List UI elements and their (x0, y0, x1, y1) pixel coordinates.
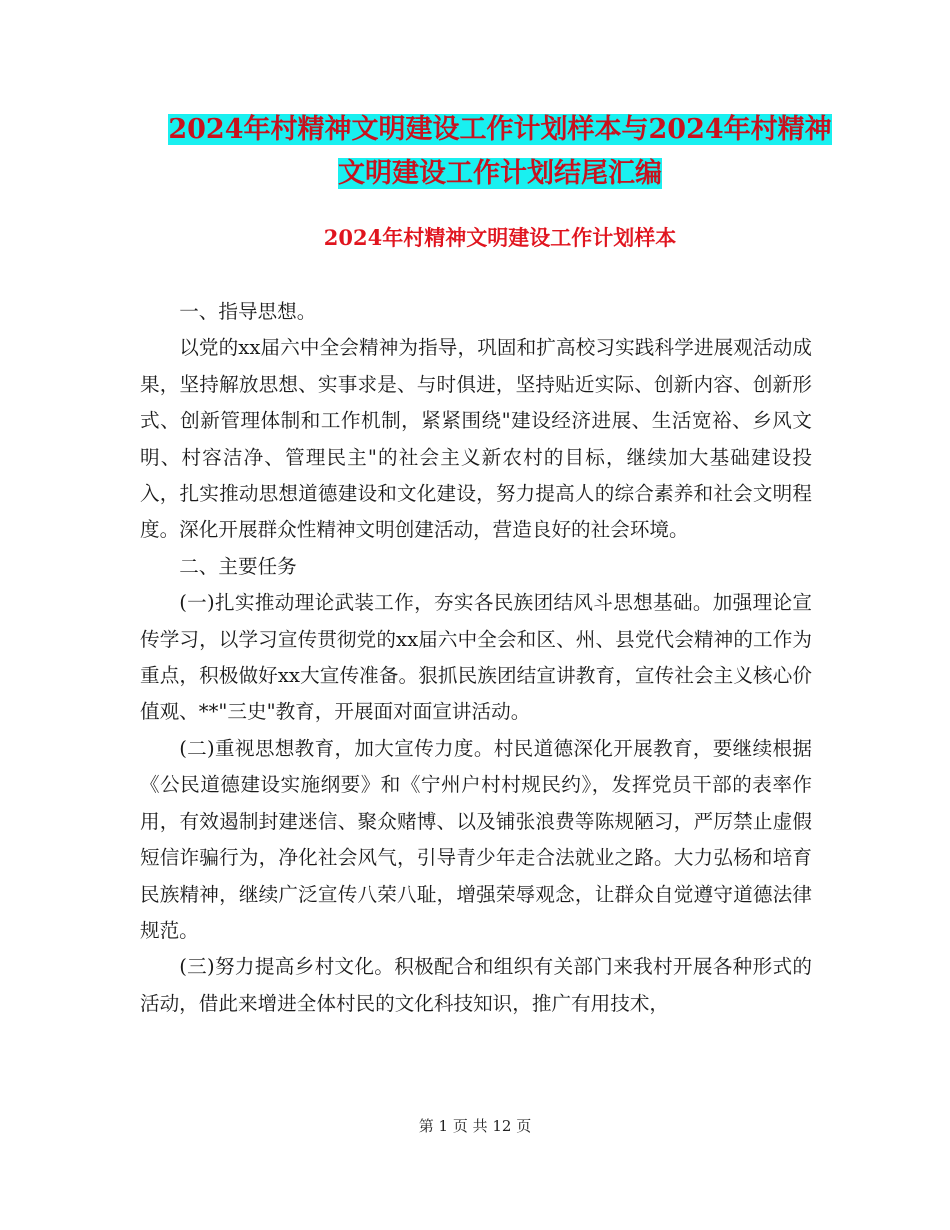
paragraph-heading-2: 二、主要任务 (179, 554, 297, 578)
paragraph: (三)努力提高乡村文化。积极配合和组织有关部门来我村开展各种形式的活动，借此来增进全体村民的文化科技知识，推广有用技术， (140, 955, 812, 1015)
title-line-1: 2024年村精神文明建设工作计划样本与2024年村精神 (168, 114, 832, 145)
document-title (140, 108, 860, 196)
paragraph: 以党的xx届六中全会精神为指导，巩固和扩高校习实践科学进展观活动成果，坚持解放思想、实事求是、与时俱进，坚持贴近实际、创新内容、创新形式、创新管理体制和工作机制，紧紧围绕"建设经济进展、生活宽裕、乡风文明、村容洁净、管理民主"的社会主义新农村的目标，继续加大基础建设投入，扎实推动思想道德建设和文化建设，努力提高人的综合素养和社会文明程度。深化开展群众性精神文明创建活动，营造良好的社会环境。 (140, 336, 812, 542)
page-footer: 第 1 页 共 12 页 (418, 1117, 532, 1135)
paragraph: (一)扎实推动理论武装工作，夯实各民族团结风斗思想基础。加强理论宣传学习，以学习宣传贯彻党的xx届六中全会和区、州、县党代会精神的工作为重点，积极做好xx大宣传准备。狠抓民族团结宣讲教育，宣传社会主义核心价值观、**"三史"教育，开展面对面宣讲活动。 (140, 591, 812, 724)
title-line-2: 文明建设工作计划结尾汇编 (338, 158, 662, 189)
document-body (140, 294, 812, 1022)
section-title: 2024年村精神文明建设工作计划样本 (323, 225, 677, 250)
paragraph-heading-1: 一、指导思想。 (179, 300, 317, 323)
paragraph: (二)重视思想教育，加大宣传力度。村民道德深化开展教育，要继续根据《公民道德建设实施纲要》和《宁州户村村规民约》，发挥党员干部的表率作用，有效遏制封建迷信、聚众赌博、以及铺张浪费等陈规陋习，严厉禁止虚假短信诈骗行为，净化社会风气，引导青少年走合法就业之路。大力弘杨和培育民族精神，继续广泛宣传八荣八耻，增强荣辱观念，让群众自觉遵守道德法律规范。 (140, 736, 812, 942)
